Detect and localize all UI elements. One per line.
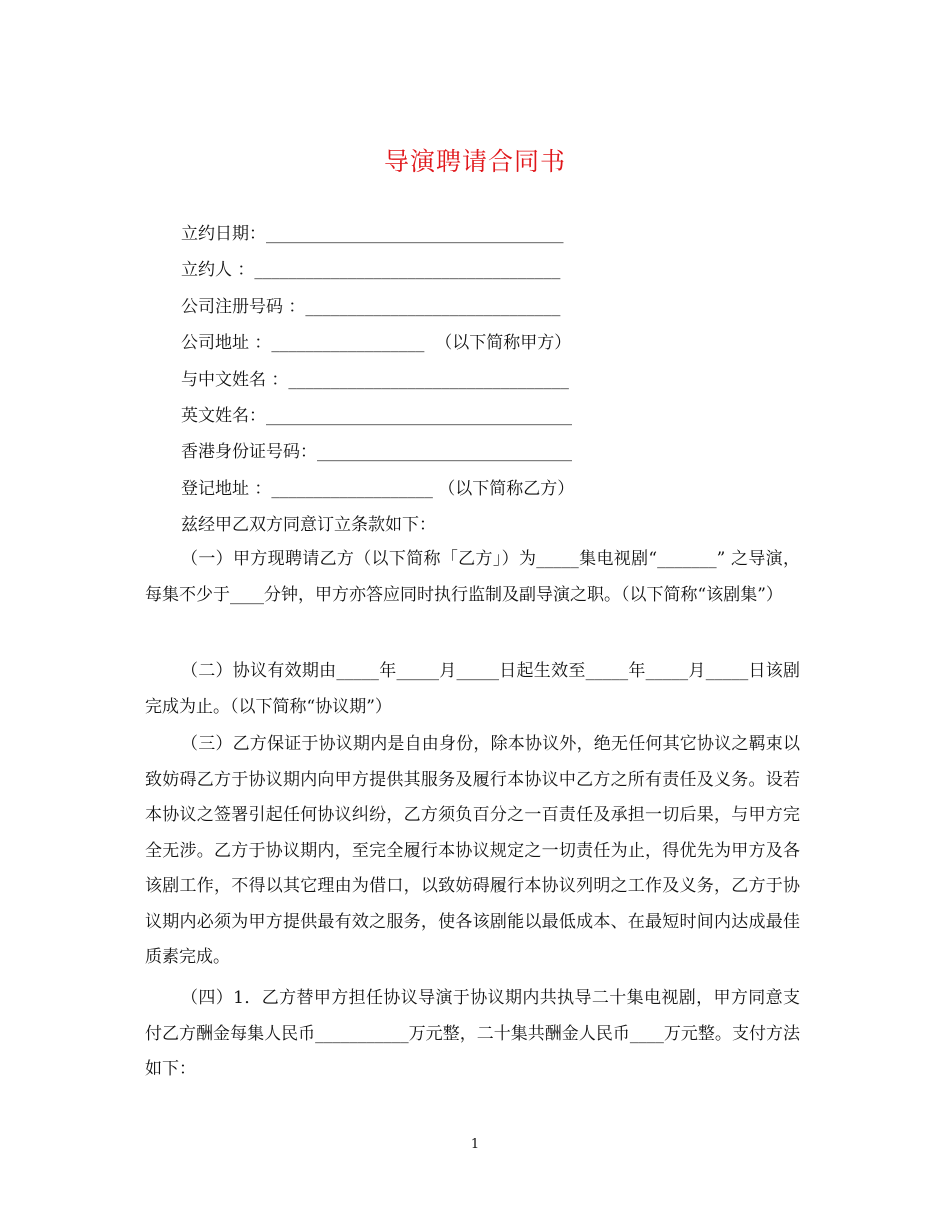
field-chinese-name: 与中文姓名 ：_________________________________ bbox=[181, 370, 569, 390]
page-number: 1 bbox=[470, 1137, 480, 1152]
clause-4: （四）1．乙方替甲方担任协议导演于协议期内共执导二十集电视剧，甲方同意支付乙方酬金每集人民币___________万元整，二十集共酬金人民币____万元整。支付方法如下： bbox=[145, 988, 800, 1079]
clauses-intro: 兹经甲乙双方同意订立条款如下： bbox=[181, 515, 436, 535]
field-company-address: 公司地址 ：__________________ （以下简称甲方） bbox=[181, 333, 572, 353]
field-party: 立约人 ：____________________________________ bbox=[181, 260, 561, 280]
field-company-reg-no: 公司注册号码 ：______________________________ bbox=[181, 297, 561, 317]
field-english-name: 英文姓名：____________________________________ bbox=[181, 406, 572, 426]
clause-3: （三）乙方保证于协议期内是自由身份，除本协议外，绝无任何其它协议之羁束以致妨碍乙方于协议期内向甲方提供其服务及履行本协议中乙方之所有责任及义务。设若本协议之签署引起任何协议纠纷，乙方须负百分之一百责任及承担一切后果，与甲方完全无涉。乙方于协议期内，至完全履行本协议规定之一切责任为止，得优先为甲方及各该剧工作，不得以其它理由为借口，以致妨碍履行本协议列明之工作及义务，乙方于协议期内必须为甲方提供最有效之服务，使各该剧能以最低成本、在最短时间内达成最佳质素完成。 bbox=[145, 734, 800, 967]
field-registered-address: 登记地址 ：___________________ （以下简称乙方） bbox=[181, 479, 575, 499]
clause-2: （二）协议有效期由_____年_____月_____日起生效至_____年_____月_____日该剧完成为止。（以下简称“协议期”） bbox=[145, 661, 800, 717]
document-title: 导演聘请合同书 bbox=[383, 147, 566, 176]
field-signing-date: 立约日期：___________________________________ bbox=[181, 224, 564, 244]
clause-1: （一）甲方现聘请乙方（以下简称「乙方」）为_____集电视剧“_______” 之导演，每集不少于____分钟，甲方亦答应同时执行监制及副导演之职。（以下简称“该剧集”） bbox=[145, 549, 800, 605]
field-hk-id: 香港身份证号码：______________________________ bbox=[181, 442, 572, 462]
